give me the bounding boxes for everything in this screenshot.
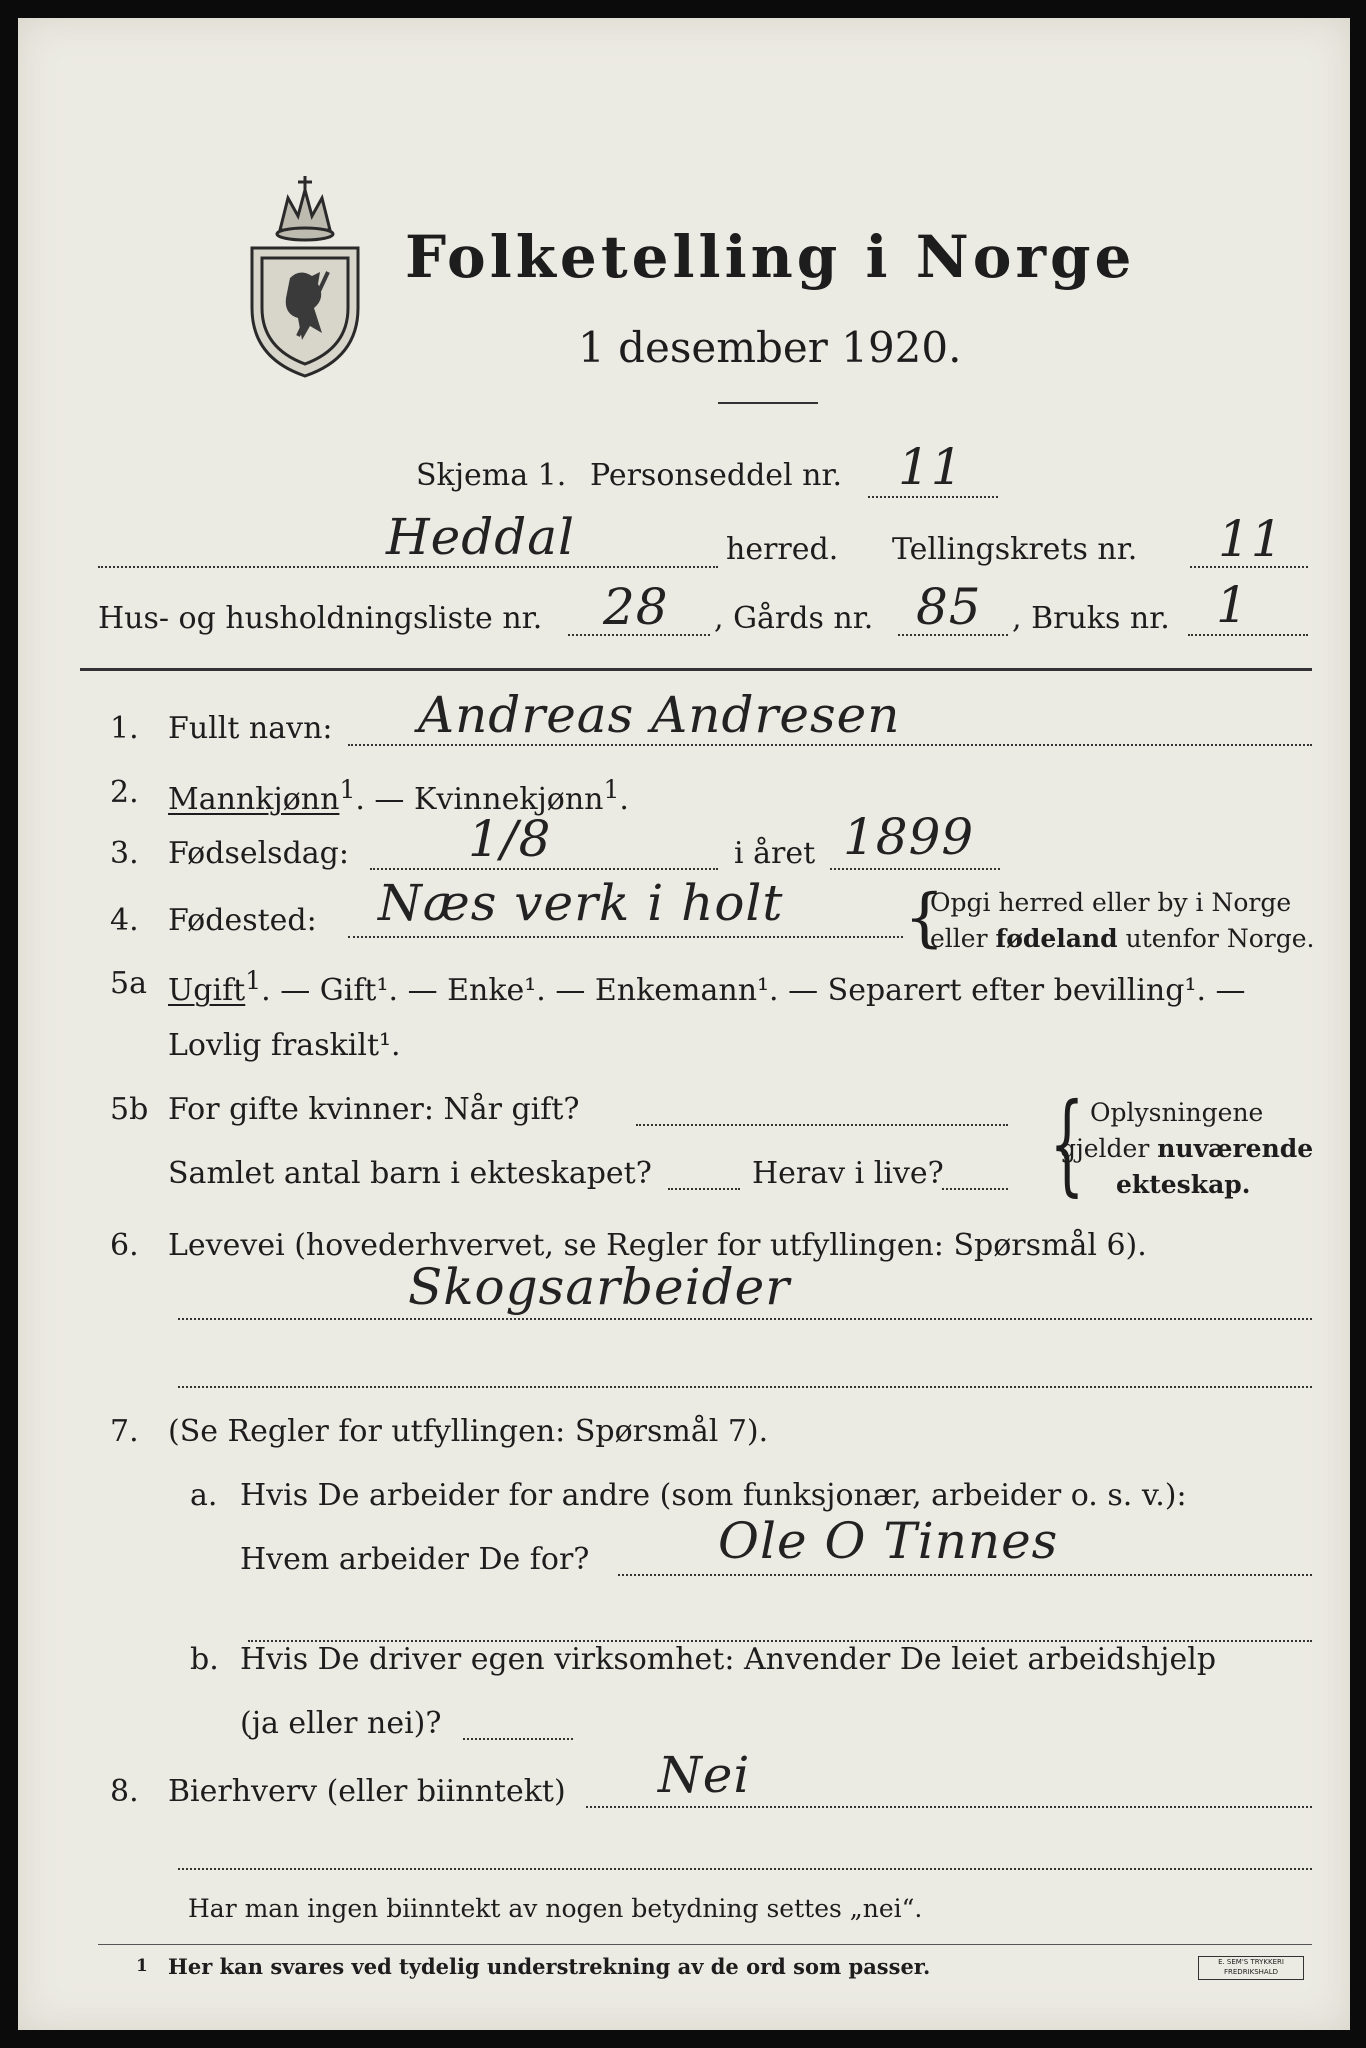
q8-label: Bierhverv (eller biinntekt) [168,1774,566,1809]
occupation-line-2[interactable] [178,1386,1312,1388]
q7-label: (Se Regler for utfyllingen: Spørsmål 7). [168,1414,769,1449]
q7b-line1: Hvis De driver egen virksomhet: Anvender De leiet arbeidshjelp [240,1642,1217,1677]
q2-number: 2. [110,775,139,810]
side-income-value[interactable]: Nei [658,1746,751,1804]
ugift-option[interactable]: Ugift [168,973,246,1008]
children-alive-label: Herav i live? [752,1156,944,1191]
herred-label: herred. [726,532,839,567]
q4-note-line1: Opgi herred eller by i Norge [930,888,1292,917]
bruks-value[interactable]: 1 [1216,576,1249,634]
q5b-note-line1: Oplysningene [1090,1098,1264,1127]
birthplace-line [348,936,903,938]
fraskilt-option[interactable]: Lovlig fraskilt¹. [168,1028,401,1063]
q5b-note-line2: gjelder nuværende [1060,1134,1314,1163]
married-when-line[interactable] [636,1124,1008,1126]
q7b-number: b. [190,1642,219,1677]
q3-label: Fødselsdag: [168,836,349,871]
footnote-mark: 1 [136,1956,148,1976]
children-count-line[interactable] [668,1188,740,1190]
form-title: Folketelling i Norge [405,223,1136,291]
other-marital-options[interactable]: . — Gift¹. — Enke¹. — Enkemann¹. — Separert efter bevilling¹. — [261,973,1246,1008]
male-option[interactable]: Mannkjønn [168,782,340,817]
personseddel-line [868,496,998,498]
q5b-number: 5b [110,1092,149,1127]
printer-stamp: E. SEM'S TRYKKERI FREDRIKSHALD [1198,1956,1304,1980]
children-alive-line[interactable] [942,1188,1008,1190]
q7-number: 7. [110,1414,139,1449]
q4-note-line2: eller fødeland utenfor Norge. [930,924,1315,953]
q5b-note-brace: { [1049,1079,1085,1207]
census-form-page [18,18,1350,2030]
tellingskrets-value[interactable]: 11 [1218,510,1284,568]
q7b-line2: (ja eller nei)? [240,1706,442,1741]
q2-sex-options: Mannkjønn$^1$. — Kvinnekjønn$^1$. [168,775,629,817]
employer-line [618,1574,1312,1576]
year-line [830,868,1000,870]
children-count-label: Samlet antal barn i ekteskapet? [168,1156,652,1191]
gards-label: , Gårds nr. [714,601,874,636]
q5a-number: 5a [110,966,147,1001]
q6-label: Levevei (hovederhvervet, se Regler for utfyllingen: Spørsmål 6). [168,1228,1147,1263]
q8-number: 8. [110,1774,139,1809]
hus-label: Hus- og husholdningsliste nr. [98,601,543,636]
marital-options: Ugift$^1$. — Gift¹. — Enke¹. — Enkemann¹. — Separert efter bevilling¹. — [168,966,1246,1008]
footnote-divider [98,1944,1312,1945]
married-when-label: For gifte kvinner: Når gift? [168,1092,580,1127]
q3-number: 3. [110,836,139,871]
hus-value[interactable]: 28 [603,578,669,636]
norwegian-coat-of-arms-icon [240,168,370,383]
gards-value[interactable]: 85 [916,578,982,636]
q4-number: 4. [110,903,139,938]
birthday-value[interactable]: 1/8 [468,810,552,868]
employer-value[interactable]: Ole O Tinnes [718,1512,1059,1570]
q6-number: 6. [110,1228,139,1263]
bruks-line [1188,634,1308,636]
occupation-value[interactable]: Skogsarbeider [408,1258,791,1316]
q1-label: Fullt navn: [168,711,333,746]
occupation-line-1 [178,1318,1312,1320]
hired-help-line[interactable] [463,1738,573,1740]
birth-year-value[interactable]: 1899 [843,808,975,866]
footnote-text: Her kan svares ved tydelig understrekning av de ord som passer. [168,1954,931,1979]
q5b-note-line3: ekteskap. [1116,1170,1251,1199]
q1-line [348,744,1312,746]
female-option[interactable]: Kvinnekjønn [413,782,604,817]
q1-number: 1. [110,711,139,746]
herred-value[interactable]: Heddal [386,508,576,566]
birthday-line [370,868,718,870]
tellingskrets-label: Tellingskrets nr. [892,532,1138,567]
bruks-label: , Bruks nr. [1012,601,1170,636]
q7a-line1: Hvis De arbeider for andre (som funksjonær, arbeider o. s. v.): [240,1478,1187,1513]
q7a-number: a. [190,1478,218,1513]
birthplace-value[interactable]: Næs verk i holt [378,874,784,932]
schema-label: Skjema 1. [416,458,567,493]
full-name-value[interactable]: Andreas Andresen [418,686,901,744]
header-divider [80,668,1312,671]
q4-note-brace: { [904,881,945,955]
form-date: 1 desember 1920. [578,323,962,372]
personseddel-value[interactable]: 11 [898,438,964,496]
side-income-note: Har man ingen biinntekt av nogen betydning settes „nei“. [188,1894,923,1923]
q4-label: Fødested: [168,903,317,938]
side-income-line-2[interactable] [178,1868,1312,1870]
side-income-line [586,1806,1312,1808]
title-divider [718,402,818,404]
year-label: i året [734,836,816,871]
q7a-employer-label: Hvem arbeider De for? [240,1542,590,1577]
personseddel-label: Personseddel nr. [590,458,843,493]
herred-line [98,566,718,568]
